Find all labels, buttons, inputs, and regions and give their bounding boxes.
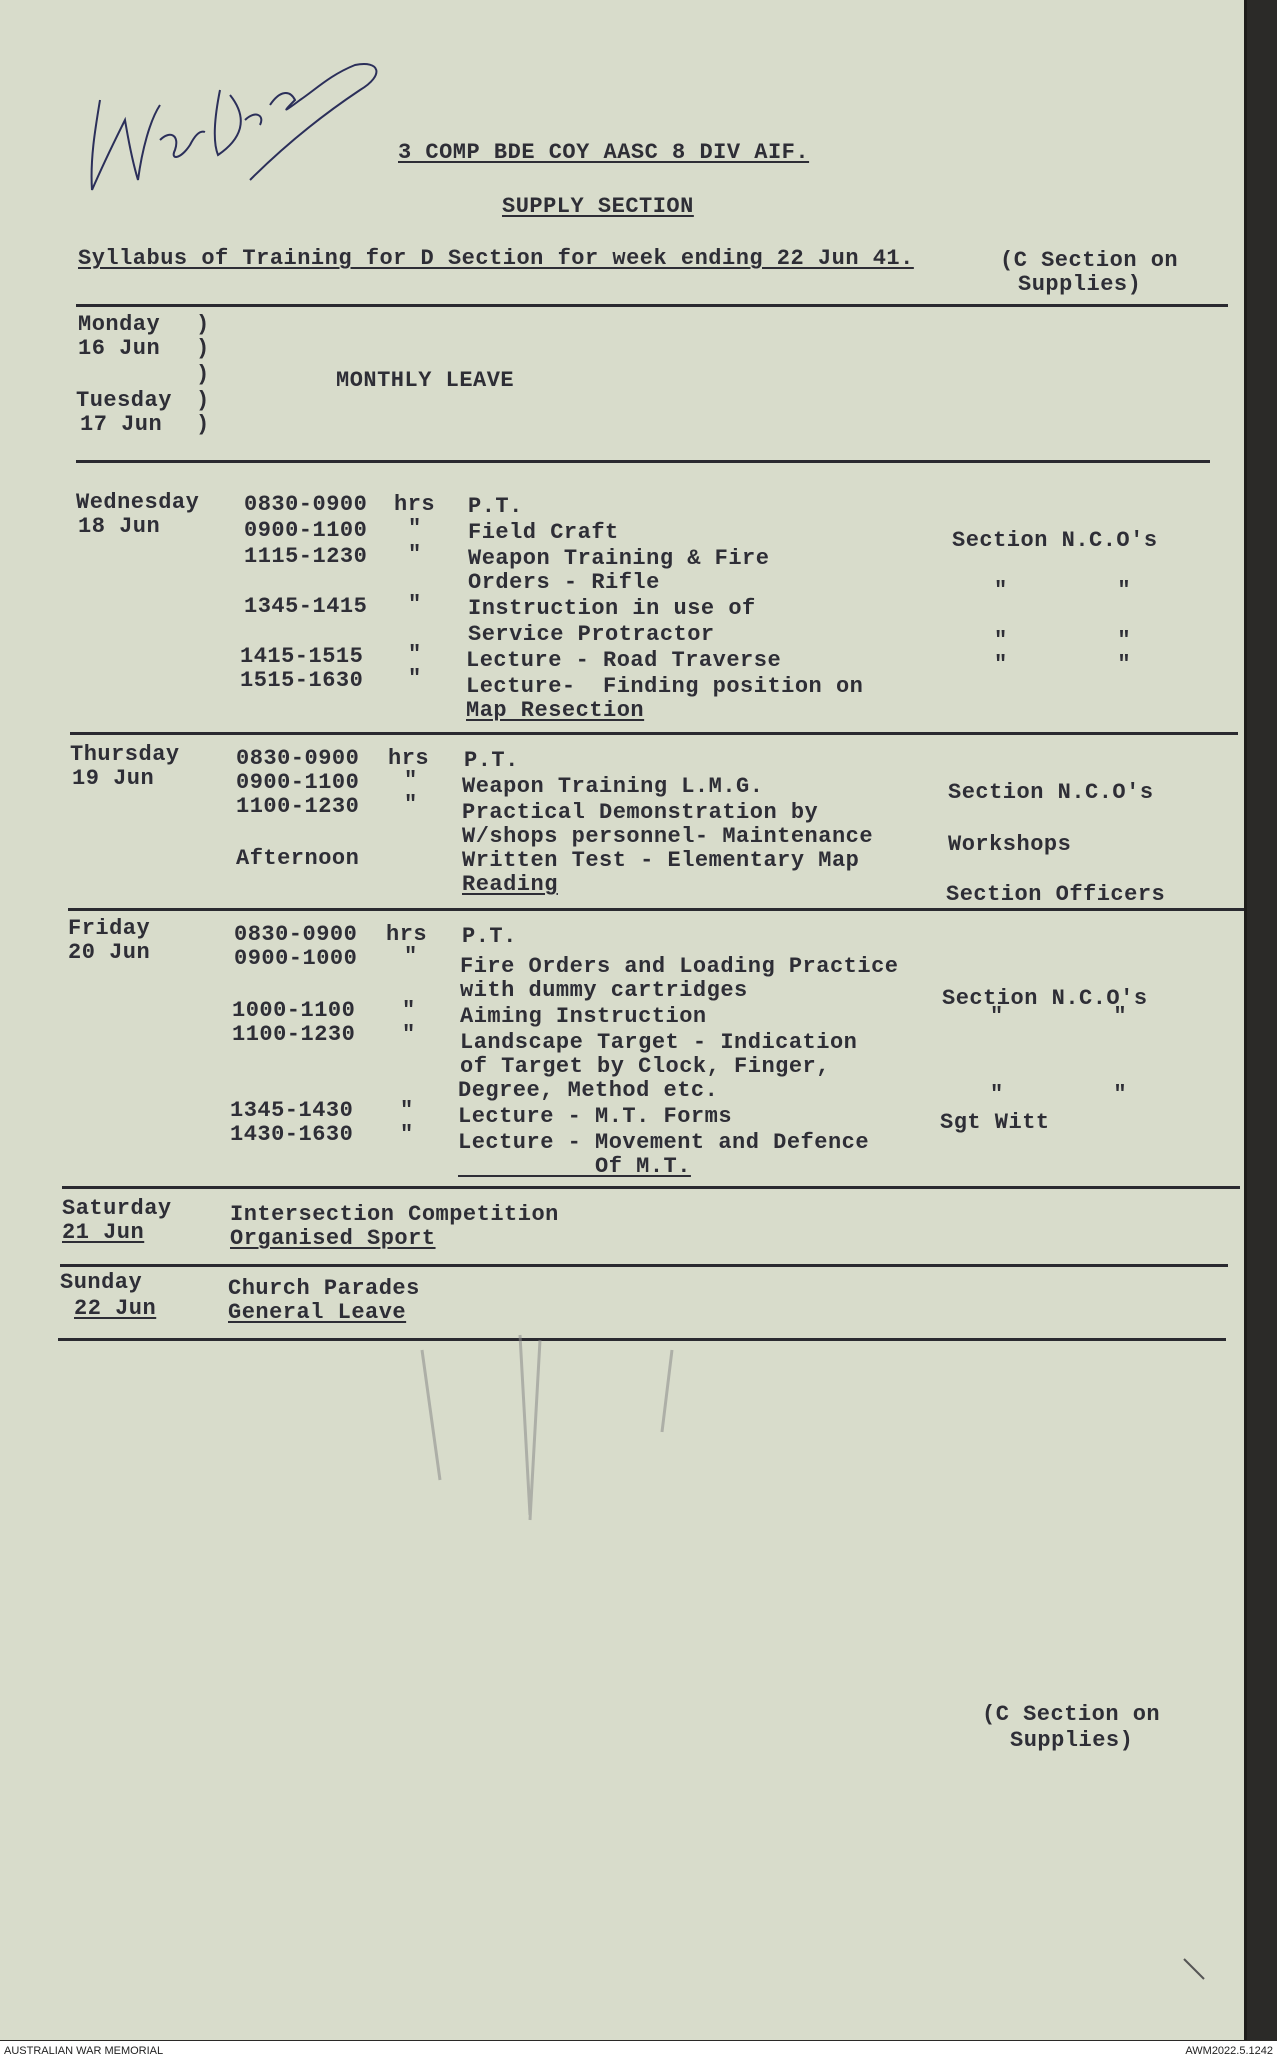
instructor-ditto: " " [990,1082,1128,1107]
instructor-ditto: " " [994,652,1132,677]
time-cell: 1415-1515 [240,644,364,669]
time-cell: 1345-1430 [230,1098,354,1123]
activity-cell: Lecture- Finding position on [466,674,864,699]
time-unit: " [408,666,422,691]
leave-tuesday-date: 17 Jun [80,412,163,437]
activity-cell: Intersection Competition [230,1202,559,1227]
time-cell: 0830-0900 [244,492,368,517]
instructor-cell: Section N.C.O's [942,986,1148,1011]
activity-cell: General Leave [228,1300,407,1325]
activity-cell: Practical Demonstration by [462,800,819,825]
activity-cell: Lecture - Movement and Defence [458,1130,870,1155]
leave-bracket: ) [196,312,210,337]
instructor-cell: Section N.C.O's [952,528,1158,553]
activity-cell: with dummy cartridges [460,978,748,1003]
monthly-leave-label: MONTHLY LEAVE [336,368,515,393]
handwritten-war-diary-annotation [80,60,410,230]
time-cell: 0900-1000 [234,946,358,971]
pencil-marks [400,1330,720,1550]
time-cell: 1100-1230 [236,794,360,819]
activity-cell: P.T. [464,748,519,773]
time-unit: " [404,768,418,793]
time-unit: " [408,542,422,567]
activity-cell: Organised Sport [230,1226,436,1251]
time-unit: hrs [394,492,436,517]
leave-tuesday: Tuesday [76,388,172,413]
rule-after-saturday [60,1264,1228,1267]
rule-after-wednesday [70,732,1238,735]
time-unit: " [402,1022,416,1047]
header-note-line2: Supplies) [1018,272,1142,297]
time-cell: 0830-0900 [234,922,358,947]
activity-cell: Weapon Training & Fire [468,546,770,571]
pencil-tick-mark [1180,1955,1210,1985]
activity-cell: Landscape Target - Indication [460,1030,858,1055]
activity-cell: Weapon Training L.M.G. [462,774,764,799]
activity-cell: Church Parades [228,1276,420,1301]
archive-name: AUSTRALIAN WAR MEMORIAL [4,2045,164,2057]
leave-monday: Monday [78,312,161,337]
time-cell: 1345-1415 [244,594,368,619]
leave-bracket: ) [196,336,210,361]
activity-cell: Reading [462,872,558,897]
activity-cell: Field Craft [468,520,619,545]
bottom-note-line1: (C Section on [982,1702,1161,1727]
activity-cell: Aiming Instruction [460,1004,707,1029]
activity-cell: Instruction in use of [468,596,756,621]
activity-cell: Fire Orders and Loading Practice [460,954,899,979]
time-cell: 1115-1230 [244,544,368,569]
unit-heading: 3 COMP BDE COY AASC 8 DIV AIF. [398,140,810,165]
activity-cell: P.T. [468,494,523,519]
instructor-cell: Section N.C.O's [948,780,1154,805]
activity-cell: P.T. [462,924,517,949]
day-date: 21 Jun [62,1220,145,1245]
time-cell: Afternoon [236,846,360,871]
activity-cell: of Target by Clock, Finger, [460,1054,830,1079]
activity-cell: Of M.T. [458,1154,691,1179]
day-date: 18 Jun [78,514,161,539]
header-note-line1: (C Section on [1000,248,1179,273]
day-date: 22 Jun [74,1296,157,1321]
time-unit: " [400,1098,414,1123]
day-date: 20 Jun [68,940,151,965]
instructor-cell: Workshops [948,832,1072,857]
activity-cell: Lecture - M.T. Forms [458,1104,733,1129]
rule-after-friday [62,1186,1240,1189]
day-label: Friday [68,916,151,941]
instructor-ditto: " " [994,628,1132,653]
leave-bracket: ) [196,362,210,387]
archive-footer [0,2041,1277,2061]
time-unit: " [408,642,422,667]
activity-cell: Written Test - Elementary Map [462,848,860,873]
time-unit: " [404,944,418,969]
activity-cell: Service Protractor [468,622,715,647]
leave-bracket: ) [196,412,210,437]
activity-cell: Orders - Rifle [468,570,660,595]
time-unit: hrs [388,746,430,771]
day-label: Wednesday [76,490,200,515]
section-heading: SUPPLY SECTION [502,194,694,219]
activity-cell: W/shops personnel- Maintenance [462,824,874,849]
time-cell: 1430-1630 [230,1122,354,1147]
archive-reference: AWM2022.5.1242 [1185,2045,1273,2057]
time-cell: 1100-1230 [232,1022,356,1047]
instructor-cell: Section Officers [946,882,1166,907]
rule-after-thursday [68,908,1244,911]
time-unit: " [404,792,418,817]
leave-monday-date: 16 Jun [78,336,161,361]
time-cell: 0900-1100 [244,518,368,543]
time-cell: 0830-0900 [236,746,360,771]
instructor-cell: Sgt Witt [940,1110,1050,1135]
syllabus-title: Syllabus of Training for D Section for week ending 22 Jun 41. [78,246,914,271]
day-label: Saturday [62,1196,172,1221]
time-unit: hrs [386,922,428,947]
day-date: 19 Jun [72,766,155,791]
time-cell: 0900-1100 [236,770,360,795]
leave-bracket: ) [196,388,210,413]
time-unit: " [408,592,422,617]
time-cell: 1515-1630 [240,668,364,693]
activity-cell: Degree, Method etc. [458,1078,719,1103]
activity-cell: Lecture - Road Traverse [466,648,782,673]
bottom-note-line2: Supplies) [1010,1728,1134,1753]
instructor-ditto: " " [990,1004,1128,1029]
day-label: Thursday [70,742,180,767]
time-unit: " [402,998,416,1023]
rule-after-leave [76,460,1210,463]
instructor-ditto: " " [994,578,1132,603]
activity-cell: Map Resection [466,698,645,723]
time-unit: " [400,1122,414,1147]
day-label: Sunday [60,1270,143,1295]
time-cell: 1000-1100 [232,998,356,1023]
time-unit: " [408,516,422,541]
rule-top [76,304,1228,307]
